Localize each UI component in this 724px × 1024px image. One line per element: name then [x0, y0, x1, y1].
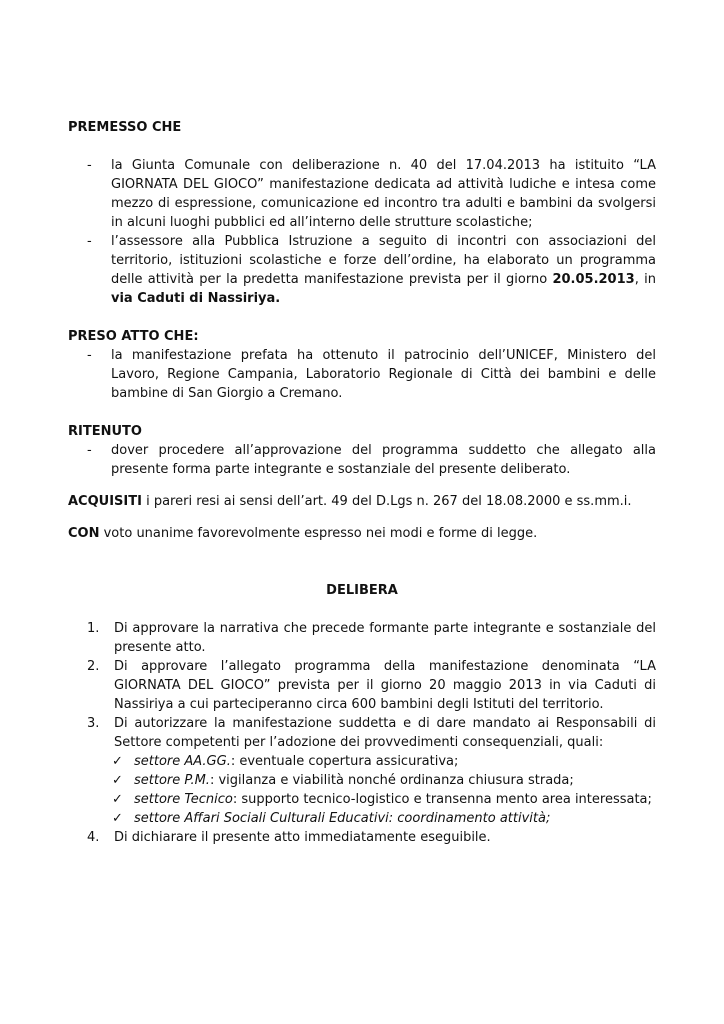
check-icon: ✓ [112, 811, 123, 826]
settore-check-2 [112, 771, 656, 790]
con-label: CON [68, 526, 100, 541]
bullet-dash: - [87, 443, 92, 458]
premesso-item-2-text [111, 232, 656, 308]
delibera-item-2-text: Di approvare l’allegato programma della manifestazione denominata “LA GIORNATA DEL GIOCO” prevista per il giorno 20 maggio 2013 in via Caduti di Nassiriya a cui parteciperanno circa 600 bambini degli Istituti del territorio. [114, 659, 656, 712]
bullet-dash: - [87, 348, 92, 363]
settore-name: settore P.M. [134, 773, 210, 788]
delibera-item-1 [68, 619, 656, 657]
bullet-dash: - [87, 158, 92, 173]
delibera-item-3-text: Di autorizzare la manifestazione suddetta e di dare mandato ai Responsabili di Settore competenti per l’adozione dei provvedimenti consequenziali, quali: [114, 716, 656, 750]
preso-atto-item-1-text: la manifestazione prefata ha ottenuto il patrocinio dell’UNICEF, Ministero del Lavoro, Regione Campania, Laboratorio Regionale di Città dei bambini e delle bambine di San Giorgio a Cremano. [111, 348, 656, 401]
premesso-heading: PREMESSO CHE [68, 120, 182, 135]
preso-atto-heading: PRESO ATTO CHE: [68, 329, 199, 344]
preso-atto-item-1 [68, 346, 656, 403]
delibera-item-2 [68, 657, 656, 714]
delibera-item-4-text: Di dichiarare il presente atto immediatamente eseguibile. [114, 830, 491, 845]
settore-task: : eventuale copertura assicurativa; [230, 754, 459, 769]
acquisiti-text: i pareri resi ai sensi dell’art. 49 del D.Lgs n. 267 del 18.08.2000 e ss.mm.i. [141, 494, 632, 509]
ritenuto-heading: RITENUTO [68, 424, 142, 439]
check-icon: ✓ [112, 792, 123, 807]
delibera-item-3 [68, 714, 656, 752]
premesso-item-1 [68, 156, 656, 232]
delibera-heading: DELIBERA [326, 583, 398, 598]
event-place: via Caduti di Nassiriya. [111, 291, 281, 306]
ritenuto-item-1-text: dover procedere all’approvazione del programma suddetto che allegato alla presente forma parte integrante e sostanziale del presente deliberato. [111, 443, 656, 477]
settore-name: settore Tecnico [134, 792, 233, 807]
premesso-item-2-part-b: , in [634, 272, 656, 287]
bullet-dash: - [87, 234, 92, 249]
settore-task: : supporto tecnico-logistico e transenna mento area interessata; [232, 792, 652, 807]
settore-check-4 [112, 809, 656, 828]
con-paragraph [68, 524, 656, 543]
premesso-item-1-text: la Giunta Comunale con deliberazione n. 40 del 17.04.2013 ha istituito “LA GIORNATA DEL GIOCO” manifestazione dedicata ad attività ludiche e intesa come mezzo di espressione, comunicazione ed incontro tra adulti e bambini da svolgersi in alcuni luoghi pubblici ed all’interno delle strutture scolastiche; [111, 158, 656, 230]
event-date: 20.05.2013 [552, 272, 635, 287]
item-number: 2. [87, 659, 100, 674]
settore-name: settore AA.GG. [134, 754, 231, 769]
con-text: voto unanime favorevolmente espresso nei modi e forme di legge. [99, 526, 538, 541]
delibera-item-4 [68, 828, 656, 847]
premesso-item-2 [68, 232, 656, 308]
item-number: 1. [87, 621, 100, 636]
item-number: 3. [87, 716, 100, 731]
ritenuto-item-1 [68, 441, 656, 479]
settore-check-1 [112, 752, 656, 771]
settore-name: settore Affari Sociali Culturali Educativi: coordinamento attività; [134, 811, 551, 826]
check-icon: ✓ [112, 754, 123, 769]
settore-check-3 [112, 790, 656, 809]
delibera-item-1-text: Di approvare la narrativa che precede formante parte integrante e sostanziale del presente atto. [114, 621, 656, 655]
acquisiti-label: ACQUISITI [68, 494, 142, 509]
premesso-item-2-part-a: l’assessore alla Pubblica Istruzione a seguito di incontri con associazioni del territorio, istituzioni scolastiche e forze dell’ordine, ha elaborato un programma delle attività per la predetta manifestazione prevista per il giorno [111, 234, 656, 287]
acquisiti-paragraph [68, 492, 656, 511]
check-icon: ✓ [112, 773, 123, 788]
settore-task: : vigilanza e viabilità nonché ordinanza chiusura strada; [209, 773, 574, 788]
document-body [68, 118, 656, 847]
item-number: 4. [87, 830, 100, 845]
